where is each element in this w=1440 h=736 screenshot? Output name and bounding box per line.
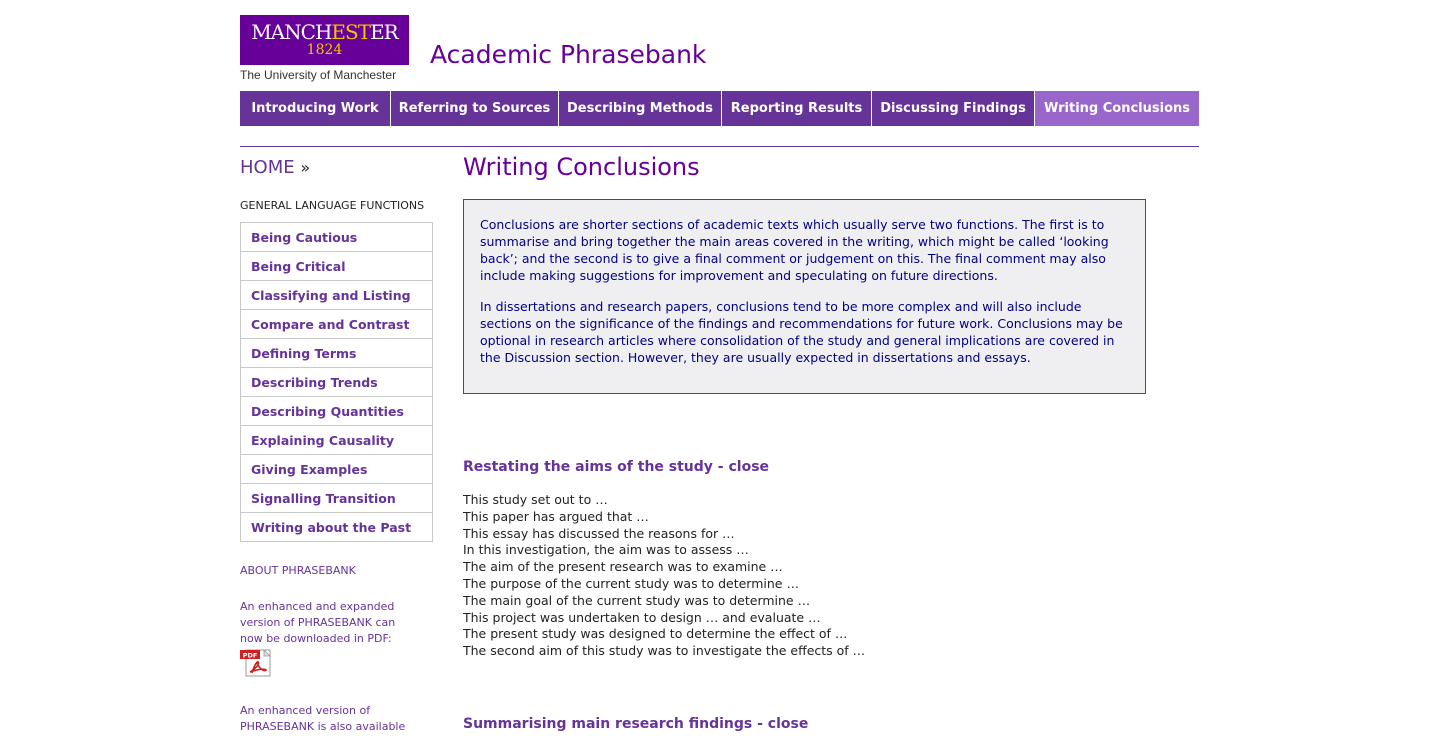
list-item: This project was undertaken to design … and evaluate … [463, 609, 821, 625]
logo-box [240, 15, 409, 65]
header-divider [240, 146, 1199, 147]
logo-name: MANCHESTER [251, 20, 398, 44]
page-title: Writing Conclusions [463, 153, 700, 181]
sidebar-item-being-critical[interactable]: Being Critical [241, 252, 432, 281]
pdf-icon-label: PDF [242, 651, 258, 660]
list-item: This study set out to … [463, 492, 608, 507]
sidebar-item-describing-quantities[interactable]: Describing Quantities [241, 397, 432, 426]
nav-introducing-work[interactable]: Introducing Work [240, 91, 391, 126]
pdf-download-note: An enhanced and expanded version of PHRASEBANK can now be downloaded in PDF: [240, 600, 396, 645]
sidebar-menu [240, 222, 433, 542]
page-wrapper [240, 0, 1200, 736]
about-phrasebank-link[interactable]: ABOUT PHRASEBANK [240, 564, 356, 577]
intro-paragraph-2: In dissertations and research papers, conclusions tend to be more complex and will also include sections on the significance of the findings and recommendations for future work. Conclusions may be optional in research articles where consolidation of the study and general implications are covered in the Discussion section. However, they are usually expected in dissertations and essays. [480, 299, 1123, 365]
logo-year: 1824 [306, 42, 343, 58]
sidebar-section-title: GENERAL LANGUAGE FUNCTIONS [240, 199, 425, 212]
pdf-icon[interactable] [240, 649, 271, 677]
list-item: The present study was designed to determine the effect of … [463, 626, 848, 642]
sidebar-item-defining-terms[interactable]: Defining Terms [241, 339, 432, 368]
section-heading-restating-aims[interactable]: Restating the aims of the study - close [463, 459, 770, 475]
list-item: This paper has argued that … [463, 508, 649, 524]
list-item: The purpose of the current study was to determine … [463, 575, 799, 591]
section-heading-summarising-findings[interactable]: Summarising main research findings - close [463, 716, 809, 732]
logo-subtitle: The University of Manchester [240, 68, 397, 82]
list-item: This essay has discussed the reasons for … [463, 525, 735, 541]
sidebar-item-being-cautious[interactable]: Being Cautious [241, 223, 432, 252]
home-link[interactable]: HOME » [240, 157, 311, 178]
list-item: The main goal of the current study was to determine … [463, 592, 811, 608]
sidebar-item-writing-about-the-past[interactable]: Writing about the Past [241, 513, 432, 542]
enhanced-version-note: An enhanced version of PHRASEBANK is also available [240, 704, 406, 733]
list-item: The aim of the present research was to examine … [463, 559, 783, 575]
home-arrows: » [300, 158, 311, 177]
nav-referring-to-sources[interactable]: Referring to Sources [391, 91, 559, 126]
sidebar-item-signalling-transition[interactable]: Signalling Transition [241, 484, 432, 513]
sidebar-item-giving-examples[interactable]: Giving Examples [241, 455, 432, 484]
sidebar-item-explaining-causality[interactable]: Explaining Causality [241, 426, 432, 455]
nav-discussing-findings[interactable]: Discussing Findings [872, 91, 1035, 126]
sidebar-item-describing-trends[interactable]: Describing Trends [241, 368, 432, 397]
nav-reporting-results[interactable]: Reporting Results [722, 91, 872, 126]
intro-box [463, 199, 1146, 394]
sidebar-item-classifying-and-listing[interactable]: Classifying and Listing [241, 281, 432, 310]
list-item: The second aim of this study was to investigate the effects of … [463, 643, 866, 659]
top-navigation [240, 91, 1199, 126]
site-title[interactable]: Academic Phrasebank [430, 40, 707, 69]
sidebar-item-compare-and-contrast[interactable]: Compare and Contrast [241, 310, 432, 339]
nav-writing-conclusions[interactable]: Writing Conclusions [1035, 91, 1199, 126]
phrase-list [463, 492, 865, 660]
list-item: In this investigation, the aim was to assess … [463, 542, 749, 558]
nav-describing-methods[interactable]: Describing Methods [559, 91, 722, 126]
university-logo[interactable] [240, 15, 410, 85]
intro-paragraph-1: Conclusions are shorter sections of academic texts which usually serve two functions. The first is to summarise and bring together the main areas covered in the writing, which might be called ‘looking back’; and the second is to give a final comment or judgement on this. The final comment may also include making suggestions for improvement and speculating on future directions. [480, 217, 1109, 283]
